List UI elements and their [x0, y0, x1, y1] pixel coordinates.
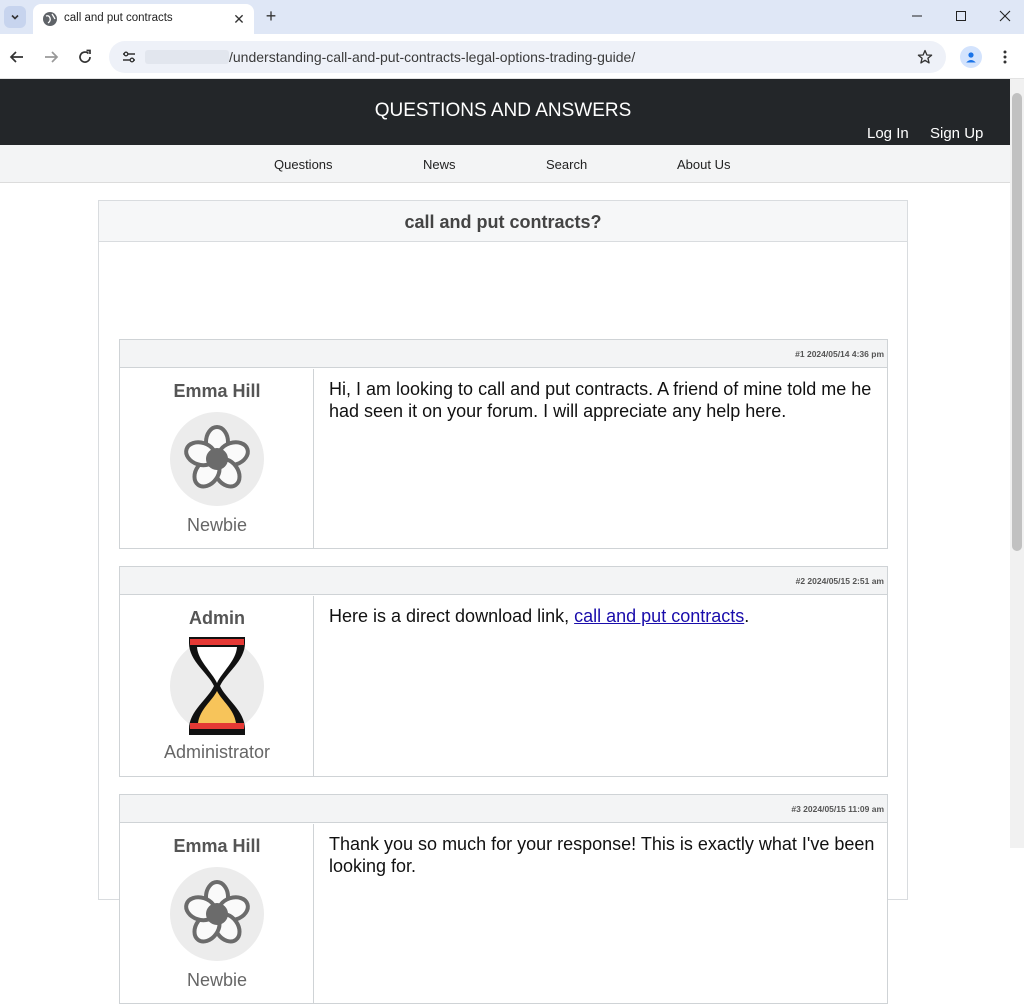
signup-link[interactable]: Sign Up	[930, 125, 984, 142]
thread-header	[99, 201, 907, 242]
maximize-icon	[955, 10, 967, 22]
browser-menu-button[interactable]	[995, 46, 1015, 68]
minimize-button[interactable]	[904, 4, 930, 28]
thread-container	[98, 200, 908, 990]
post-body-suffix: .	[744, 606, 750, 626]
reload-button[interactable]	[74, 46, 96, 68]
nav-about-us[interactable]: About Us	[677, 157, 731, 172]
avatar	[170, 412, 264, 506]
close-window-button[interactable]	[992, 4, 1018, 28]
post	[119, 339, 888, 549]
post-meta[interactable]: #2 2024/05/15 2:51 am	[795, 576, 884, 586]
nav-search[interactable]: Search	[546, 157, 588, 172]
site-info-button[interactable]	[117, 46, 141, 68]
post-meta[interactable]: #3 2024/05/15 11:09 am	[791, 804, 884, 814]
author-panel	[120, 369, 314, 548]
globe-icon	[42, 11, 58, 27]
post-body-text: Here is a direct download link,	[329, 606, 575, 626]
author-role: Newbie	[186, 515, 248, 535]
author-name[interactable]: Emma Hill	[173, 836, 261, 856]
chevron-down-icon	[10, 12, 20, 22]
hourglass-icon	[170, 639, 264, 733]
tab-strip	[0, 0, 1024, 34]
tune-icon	[122, 50, 136, 64]
download-link[interactable]: call and put contracts	[574, 606, 745, 626]
url-domain-redacted	[145, 50, 229, 64]
tab-search-button[interactable]	[4, 6, 26, 28]
post-meta-bar	[120, 340, 887, 368]
new-tab-button[interactable]: +	[265, 5, 277, 26]
post	[119, 794, 888, 1004]
back-button[interactable]	[6, 46, 28, 68]
post-meta-bar	[120, 795, 887, 823]
url-text: /understanding-call-and-put-contracts-legal-options-trading-guide/	[229, 49, 636, 65]
author-name[interactable]: Admin	[189, 608, 245, 628]
thread-title: call and put contracts?	[404, 212, 602, 232]
post-body	[329, 605, 879, 627]
post-body: Hi, I am looking to call and put contracts. A friend of mine told me he had seen it on your forum. I will appreciate any help here.	[329, 379, 872, 421]
arrow-right-icon	[43, 49, 59, 65]
main-nav	[0, 145, 1010, 183]
minimize-icon	[911, 10, 923, 22]
site-title: QUESTIONS AND ANSWERS	[374, 100, 632, 121]
avatar	[170, 639, 264, 733]
maximize-button[interactable]	[948, 4, 974, 28]
nav-questions[interactable]: Questions	[274, 157, 333, 172]
author-role: Administrator	[163, 742, 271, 762]
post-body: Thank you so much for your response! This is exactly what I've been looking for.	[329, 834, 875, 876]
login-link[interactable]: Log In	[867, 125, 909, 142]
star-icon	[917, 49, 933, 65]
browser-toolbar	[0, 34, 1024, 79]
arrow-left-icon	[9, 49, 25, 65]
author-role: Newbie	[186, 970, 248, 990]
scrollbar-thumb[interactable]	[1012, 93, 1022, 551]
reload-icon	[77, 49, 93, 65]
browser-tab[interactable]	[33, 4, 254, 34]
author-panel	[120, 824, 314, 1003]
close-icon	[999, 10, 1011, 22]
web-page	[0, 79, 1010, 990]
post-meta[interactable]: #1 2024/05/14 4:36 pm	[795, 349, 884, 359]
more-vertical-icon	[1003, 49, 1007, 65]
post-meta-bar	[120, 567, 887, 595]
tab-title: call and put contracts	[64, 12, 173, 24]
bookmark-button[interactable]	[914, 46, 936, 68]
address-bar[interactable]	[109, 41, 946, 73]
nav-news[interactable]: News	[423, 157, 456, 172]
forward-button[interactable]	[40, 46, 62, 68]
author-panel	[120, 596, 314, 776]
author-name[interactable]: Emma Hill	[173, 381, 261, 401]
site-header	[0, 79, 1010, 145]
avatar	[170, 867, 264, 961]
post	[119, 566, 888, 777]
flower-icon	[170, 412, 264, 506]
page-scrollbar[interactable]	[1010, 79, 1024, 848]
close-tab-icon[interactable]: ✕	[233, 10, 245, 27]
person-icon	[964, 50, 978, 64]
flower-icon	[170, 867, 264, 961]
profile-button[interactable]	[960, 46, 982, 68]
